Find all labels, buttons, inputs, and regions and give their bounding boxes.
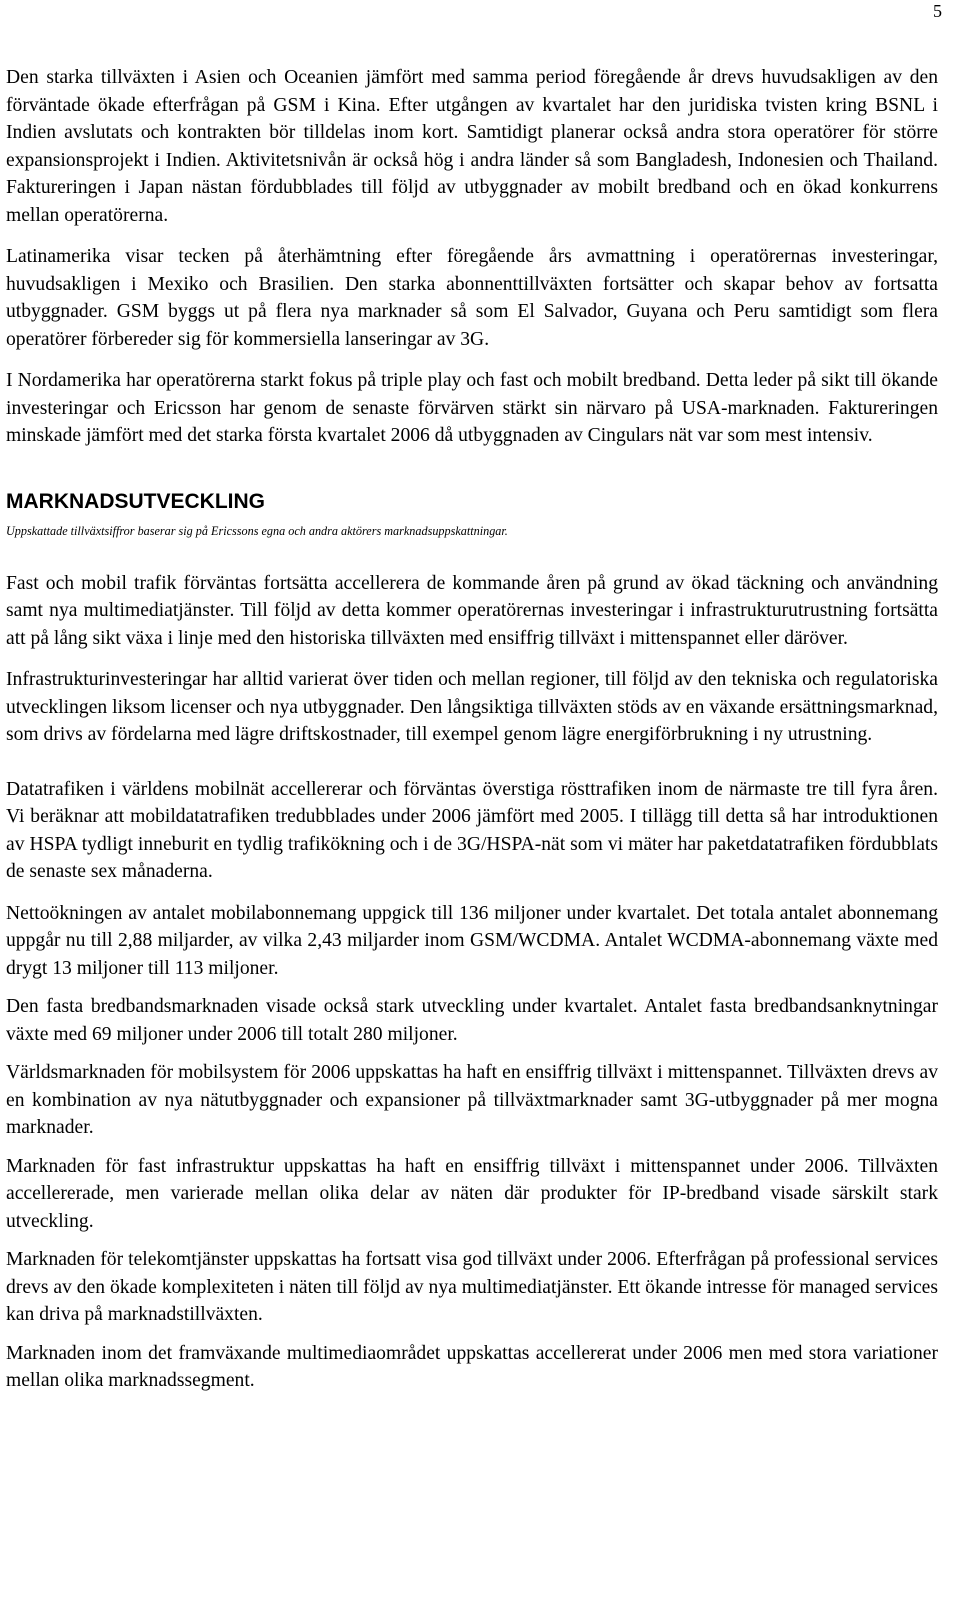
paragraph-mobile-systems-market: Världsmarknaden för mobilsystem för 2006 uppskattas ha haft en ensiffrig tillväxt i mittenspannet. Tillväxten drevs av en kombination av nya nätutbyggnader och expansioner på tillväxtmarknader samt 3G-utbyggnader på mer mogna marknader.	[6, 1062, 938, 1138]
paragraph-fixed-infrastructure-market: Marknaden för fast infrastruktur uppskattas ha haft en ensiffrig tillväxt i mittenspannet under 2006. Tillväxten accellererade, men varierade mellan olika delar av näten där produkter för IP-bredband visade särskilt stark utveckling.	[6, 1155, 938, 1232]
paragraph-multimedia-market: Marknaden inom det framväxande multimediaområdet uppskattas accellererat under 2006 men med stora variationer mellan olika marknadssegment.	[6, 1342, 938, 1391]
section-heading: MARKNADSUTVECKLING	[6, 489, 265, 513]
paragraph-fixed-broadband: Den fasta bredbandsmarknaden visade också stark utveckling under kvartalet. Antalet fasta bredbandsanknytningar växte med 69 miljoner under 2006 till totalt 280 miljoner.	[6, 996, 938, 1045]
document-body	[6, 64, 938, 1395]
section-footnote: Uppskattade tillväxtsiffror baserar sig på Ericssons egna och andra aktörers marknadsuppskattningar.	[6, 523, 508, 538]
paragraph-infrastructure-investment: Infrastrukturinvesteringar har alltid varierat över tiden och mellan regioner, till följd av den tekniska och regulatoriska utvecklingen liksom licenser och nya utbyggnader. Den långsiktiga tillväxten stöds av en växande ersättningsmarknad, som drivs av fördelarna med lägre driftskostnader, till exempel genom lägre energiförbrukning i ny utrustning.	[6, 669, 938, 745]
page-number: 5	[933, 1, 942, 21]
paragraph-asia-oceania: Den starka tillväxten i Asien och Oceanien jämfört med samma period föregående år drevs huvudsakligen av den förväntade ökade efterfrågan på GSM i Kina. Efter utgången av kvartalet har den juridiska tvisten kring BSNL i Indien avslutats och kontrakten bör tilldelas inom kort. Samtidigt planerar också andra stora operatörer för större expansionsprojekt i Indien. Aktivitetsnivån är också hög i andra länder så som Bangladesh, Indonesien och Thailand. Faktureringen i Japan nästan fördubblades till följd av utbyggnader av mobilt bredband och en ökad konkurrens mellan operatörerna.	[6, 67, 938, 226]
paragraph-north-america: I Nordamerika har operatörerna starkt fokus på triple play och fast och mobilt bredband. Detta leder på sikt till ökande investeringar och Ericsson har genom de senaste förvärven stärkt sin närvaro på USA-marknaden. Faktureringen minskade jämfört med det starka första kvartalet 2006 då utbyggnaden av Cingulars nät var som mest intensiv.	[6, 370, 938, 446]
paragraph-mobile-subscriptions: Nettoökningen av antalet mobilabonnemang uppgick till 136 miljoner under kvartalet. Det totala antalet abonnemang uppgår nu till 2,88 miljarder, av vilka 2,43 miljarder inom GSM/WCDMA. Antalet WCDMA-abonnemang växte med drygt 13 miljoner till 113 miljoner.	[6, 902, 938, 979]
paragraph-data-traffic: Datatrafiken i världens mobilnät accellererar och förväntas överstiga rösttrafiken inom de närmaste tre till fyra åren. Vi beräknar att mobildatatrafiken tredubblades under 2006 jämfört med 2005. I tillägg till detta så har introduktionen av HSPA tydligt inneburit en tydlig trafikökning och i de 3G/HSPA-nät som vi mäter har paketdatatrafiken fördubblats de senaste sex månaderna.	[6, 778, 938, 882]
paragraph-traffic-growth: Fast och mobil trafik förväntas fortsätta accellerera de kommande åren på grund av ökad täckning och användning samt nya multimediatjänster. Till följd av detta kommer operatörernas investeringar i infrastrukturutrustning fortsätta att på lång sikt växa i linje med den historiska tillväxten med ensiffrig tillväxt i mittenspannet eller däröver.	[6, 572, 938, 649]
paragraph-latin-america: Latinamerika visar tecken på återhämtning efter föregående års avmattning i operatörernas investeringar, huvudsakligen i Mexiko och Brasilien. Den starka abonnenttillväxten fortsätter och skapar behov av fortsatta utbyggnader. GSM byggs ut på flera nya marknader så som El Salvador, Guyana och Peru samtidigt som flera operatörer förbereder sig för kommersiella lanseringar av 3G.	[6, 246, 938, 350]
paragraph-telecom-services-market: Marknaden för telekomtjänster uppskattas ha fortsatt visa god tillväxt under 2006. Efterfrågan på professional services drevs av den ökade komplexiteten i näten till följd av nya multimediatjänster. Ett ökande intresse för managed services kan driva på marknadstillväxten.	[6, 1249, 938, 1325]
